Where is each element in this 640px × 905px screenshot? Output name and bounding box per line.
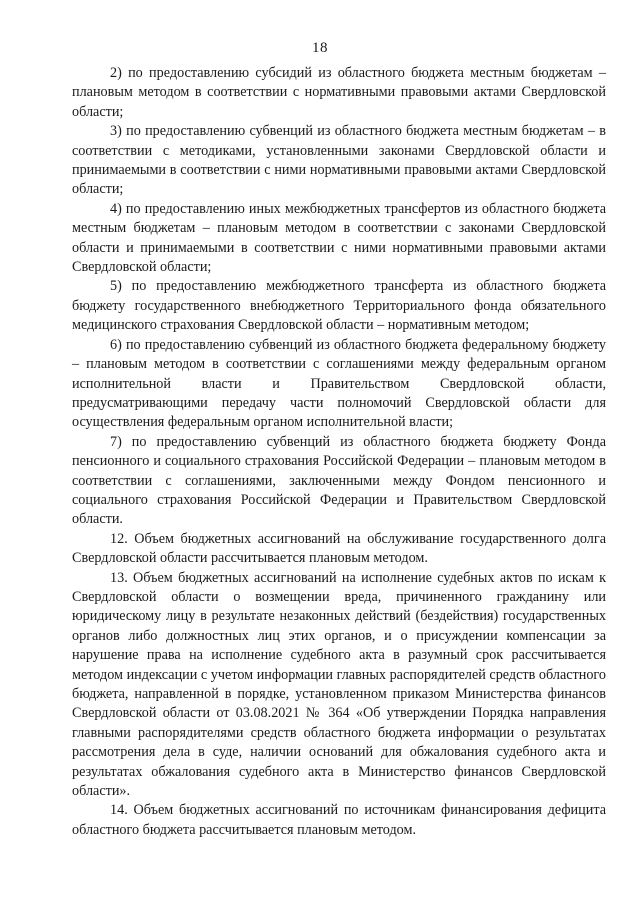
paragraph-item-7: 7) по предоставлению субвенций из областного бюджета бюджету Фонда пенсионного и социального страхования Российской Федерации – плановым методом в соответствии с соглашениями, заключенными между Фондом пенсионного и социального страхования Российской Федерации и Правительством Свердловской области. <box>72 433 606 528</box>
document-body <box>72 64 606 840</box>
paragraph-section-13: 13. Объем бюджетных ассигнований на исполнение судебных актов по искам к Свердловской области о возмещении вреда, причиненного гражданину или юридическому лицу в результате незаконных действий (бездействия) государственных органов либо должностных лиц этих органов, и о присуждении компенсации за нарушение права на исполнение судебного акта в разумный срок рассчитывается методом индексации с учетом информации главных распорядителей средств областного бюджета, направленной в порядке, установленном приказом Министерства финансов Свердловской области от 03.08.2021 № 364 «Об утверждении Порядка направления главными распорядителями средств областного бюджета информации о результатах рассмотрения дела в суде, наличии оснований для обжалования судебного акта и результатах обжалования судебного акта в Министерство финансов Свердловской области». <box>72 569 606 800</box>
paragraph-section-14: 14. Объем бюджетных ассигнований по источникам финансирования дефицита областного бюджета рассчитывается плановым методом. <box>72 802 606 838</box>
paragraph-item-2: 2) по предоставлению субсидий из областного бюджета местным бюджетам – плановым методом в соответствии с нормативными правовыми актами Свердловской области; <box>72 65 606 120</box>
paragraph-item-6: 6) по предоставлению субвенций из областного бюджета федеральному бюджету – плановым методом в соответствии с соглашениями между федеральным органом исполнительной власти и Правительством Свердловской области, предусматривающими передачу части полномочий Свердловской области для осуществления федеральным органом исполнительной власти; <box>72 336 606 431</box>
paragraph-item-5: 5) по предоставлению межбюджетного трансферта из областного бюджета бюджету государственного внебюджетного Территориального фонда обязательного медицинского страхования Свердловской области – нормативным методом; <box>72 278 606 334</box>
page-number: 18 <box>312 40 328 56</box>
paragraph-item-3: 3) по предоставлению субвенций из областного бюджета местным бюджетам – в соответствии с методиками, установленными законами Свердловской области и принимаемыми в соответствии с ними нормативными правовыми актами Свердловской области; <box>72 123 606 198</box>
paragraph-section-12: 12. Объем бюджетных ассигнований на обслуживание государственного долга Свердловской области рассчитывается плановым методом. <box>72 530 606 567</box>
paragraph-item-4: 4) по предоставлению иных межбюджетных трансфертов из областного бюджета местным бюджетам – плановым методом в соответствии с законами Свердловской области и принимаемыми в соответствии с ними нормативными правовыми актами Свердловской области; <box>72 200 606 276</box>
